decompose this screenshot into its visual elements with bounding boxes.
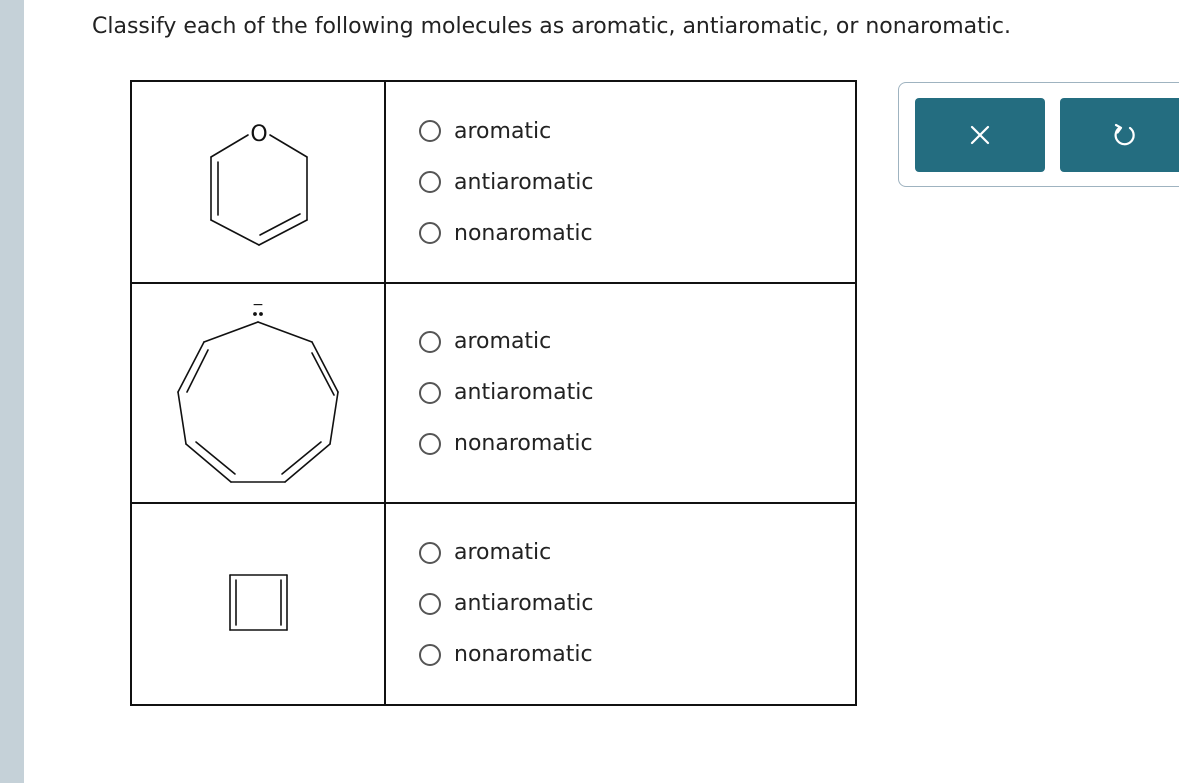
undo-button[interactable] <box>1060 98 1179 172</box>
option-antiaromatic[interactable] <box>419 367 855 418</box>
oxygen-atom-label: O <box>250 122 268 147</box>
option-label: nonaromatic <box>454 431 593 457</box>
option-label: antiaromatic <box>454 380 594 406</box>
radio-button[interactable] <box>419 120 441 142</box>
table-row <box>131 503 856 705</box>
undo-icon <box>1112 122 1138 148</box>
option-nonaromatic[interactable] <box>419 629 855 680</box>
option-nonaromatic[interactable] <box>419 418 855 469</box>
question-text: Classify each of the following molecules as aromatic, antiaromatic, or nonaromatic. <box>92 14 1011 39</box>
options-cell <box>385 81 856 283</box>
option-aromatic[interactable] <box>419 316 855 367</box>
option-label: aromatic <box>454 540 552 566</box>
radio-button[interactable] <box>419 331 441 353</box>
table-row <box>131 283 856 502</box>
radio-button[interactable] <box>419 222 441 244</box>
classification-table <box>130 80 857 706</box>
option-label: aromatic <box>454 329 552 355</box>
left-rail <box>0 0 24 783</box>
molecule-cell <box>131 283 385 502</box>
molecule-cell <box>131 81 385 283</box>
radio-button[interactable] <box>419 433 441 455</box>
option-aromatic[interactable] <box>419 106 855 157</box>
negative-charge-label: − <box>252 297 264 314</box>
option-label: aromatic <box>454 118 552 144</box>
option-antiaromatic[interactable] <box>419 157 855 208</box>
molecule-cell <box>131 503 385 705</box>
cyclononatetraenide-structure <box>132 284 385 503</box>
option-label: antiaromatic <box>454 591 594 617</box>
radio-button[interactable] <box>419 542 441 564</box>
radio-button[interactable] <box>419 382 441 404</box>
option-label: antiaromatic <box>454 169 594 195</box>
radio-button[interactable] <box>419 171 441 193</box>
clear-button[interactable] <box>915 98 1045 172</box>
options-cell <box>385 283 856 502</box>
pyran-structure <box>132 82 385 284</box>
options-cell <box>385 503 856 705</box>
cyclobutadiene-structure <box>132 504 385 706</box>
option-label: nonaromatic <box>454 220 593 246</box>
close-icon <box>968 123 992 147</box>
option-label: nonaromatic <box>454 642 593 668</box>
radio-button[interactable] <box>419 644 441 666</box>
option-nonaromatic[interactable] <box>419 208 855 259</box>
option-aromatic[interactable] <box>419 527 855 578</box>
table-row <box>131 81 856 283</box>
option-antiaromatic[interactable] <box>419 578 855 629</box>
radio-button[interactable] <box>419 593 441 615</box>
